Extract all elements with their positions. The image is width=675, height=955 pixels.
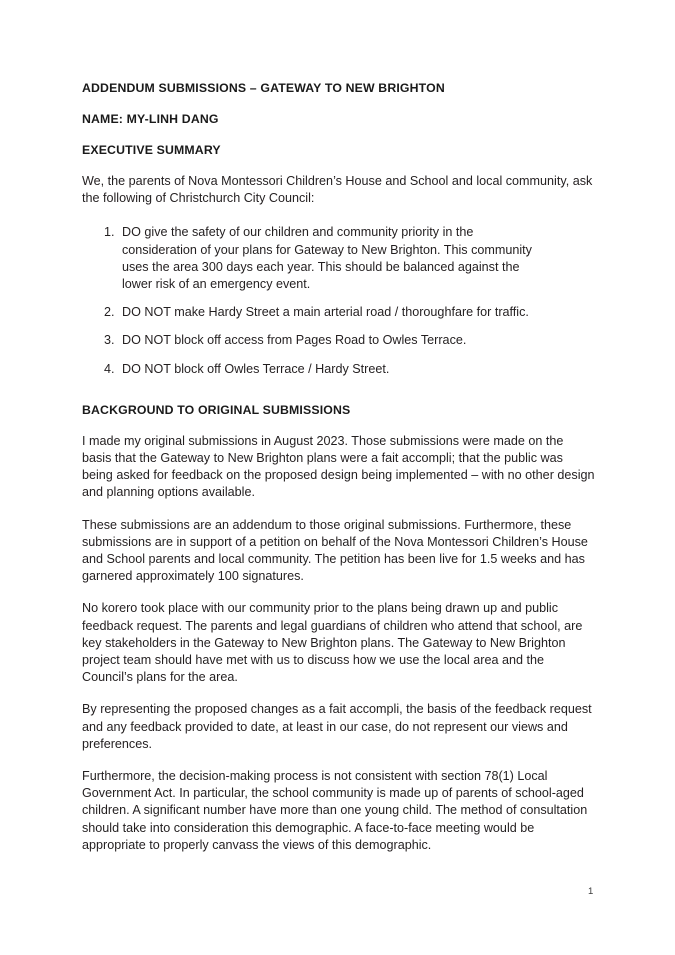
list-item-text: DO give the safety of our children and community priority in the consideration of your plans for Gateway to New Brighton. This community uses the area 300 days each year. This should be balanced against the lower risk of an emergency event.: [122, 225, 532, 292]
list-item-marker: 1.: [104, 225, 115, 240]
spacer: [82, 96, 595, 111]
document-title: ADDENDUM SUBMISSIONS – GATEWAY TO NEW BRIGHTON: [82, 81, 445, 95]
list-item: [82, 304, 532, 321]
list-item-text: DO NOT block off access from Pages Road to Owles Terrace.: [122, 333, 467, 348]
list-item: [82, 224, 532, 293]
spacer: [82, 418, 595, 433]
spacer: [82, 127, 595, 142]
list-item-marker: 2.: [104, 305, 115, 320]
background-paragraph: I made my original submissions in August 2023. Those submissions were made on the basis that the Gateway to New Brighton plans were a fait accompli; that the public was being asked for feedback on the proposed design being implemented – with no other design and planning options available.: [82, 433, 595, 500]
background-paragraph: Furthermore, the decision-making process is not consistent with section 78(1) Local Government Act. In particular, the school community is made up of parents of school-aged children. A significant number have more than one young child. The method of consultation should take into consideration this demographic. A face-to-face meeting would be appropriate to properly canvass the views of this demographic.: [82, 769, 588, 852]
list-item: [82, 332, 532, 349]
page-number: 1: [588, 886, 594, 897]
spacer: [82, 686, 595, 701]
spacer: [82, 378, 595, 402]
demands-list: [82, 224, 572, 377]
list-item-marker: 4.: [104, 361, 115, 376]
submitter-name-line: NAME: MY-LINH DANG: [82, 112, 219, 126]
background-paragraph: These submissions are an addendum to those original submissions. Furthermore, these submissions are in support of a petition on behalf of the Nova Montessori Children’s House and School parents and local community. The petition has been live for 1.5 weeks and has garnered approximately 100 signatures.: [82, 517, 588, 584]
executive-summary-heading: EXECUTIVE SUMMARY: [82, 143, 221, 157]
spacer: [82, 207, 595, 224]
background-paragraph: No korero took place with our community prior to the plans being drawn up and public feedback request. The parents and legal guardians of children who attend that school, are key stakeholders in the Gateway to New Brighton plans. The Gateway to New Brighton project team should have met with us to discuss how we use the local area and the Council’s plans for the area.: [82, 601, 583, 685]
background-heading: BACKGROUND TO ORIGINAL SUBMISSIONS: [82, 402, 351, 417]
list-item: [82, 361, 532, 378]
intro-paragraph: We, the parents of Nova Montessori Children’s House and School and local community, ask the following of Christchurch City Council:: [82, 174, 593, 206]
spacer: [82, 502, 595, 517]
spacer: [82, 585, 595, 600]
list-item-marker: 3.: [104, 333, 115, 348]
background-paragraph: By representing the proposed changes as a fait accompli, the basis of the feedback request and any feedback provided to date, at least in our case, do not represent our views and preferences.: [82, 702, 592, 751]
spacer: [82, 158, 595, 173]
spacer: [82, 753, 595, 768]
document-body: [82, 80, 595, 854]
list-item-text: DO NOT block off Owles Terrace / Hardy Street.: [122, 361, 390, 376]
list-item-text: DO NOT make Hardy Street a main arterial road / thoroughfare for traffic.: [122, 305, 529, 320]
